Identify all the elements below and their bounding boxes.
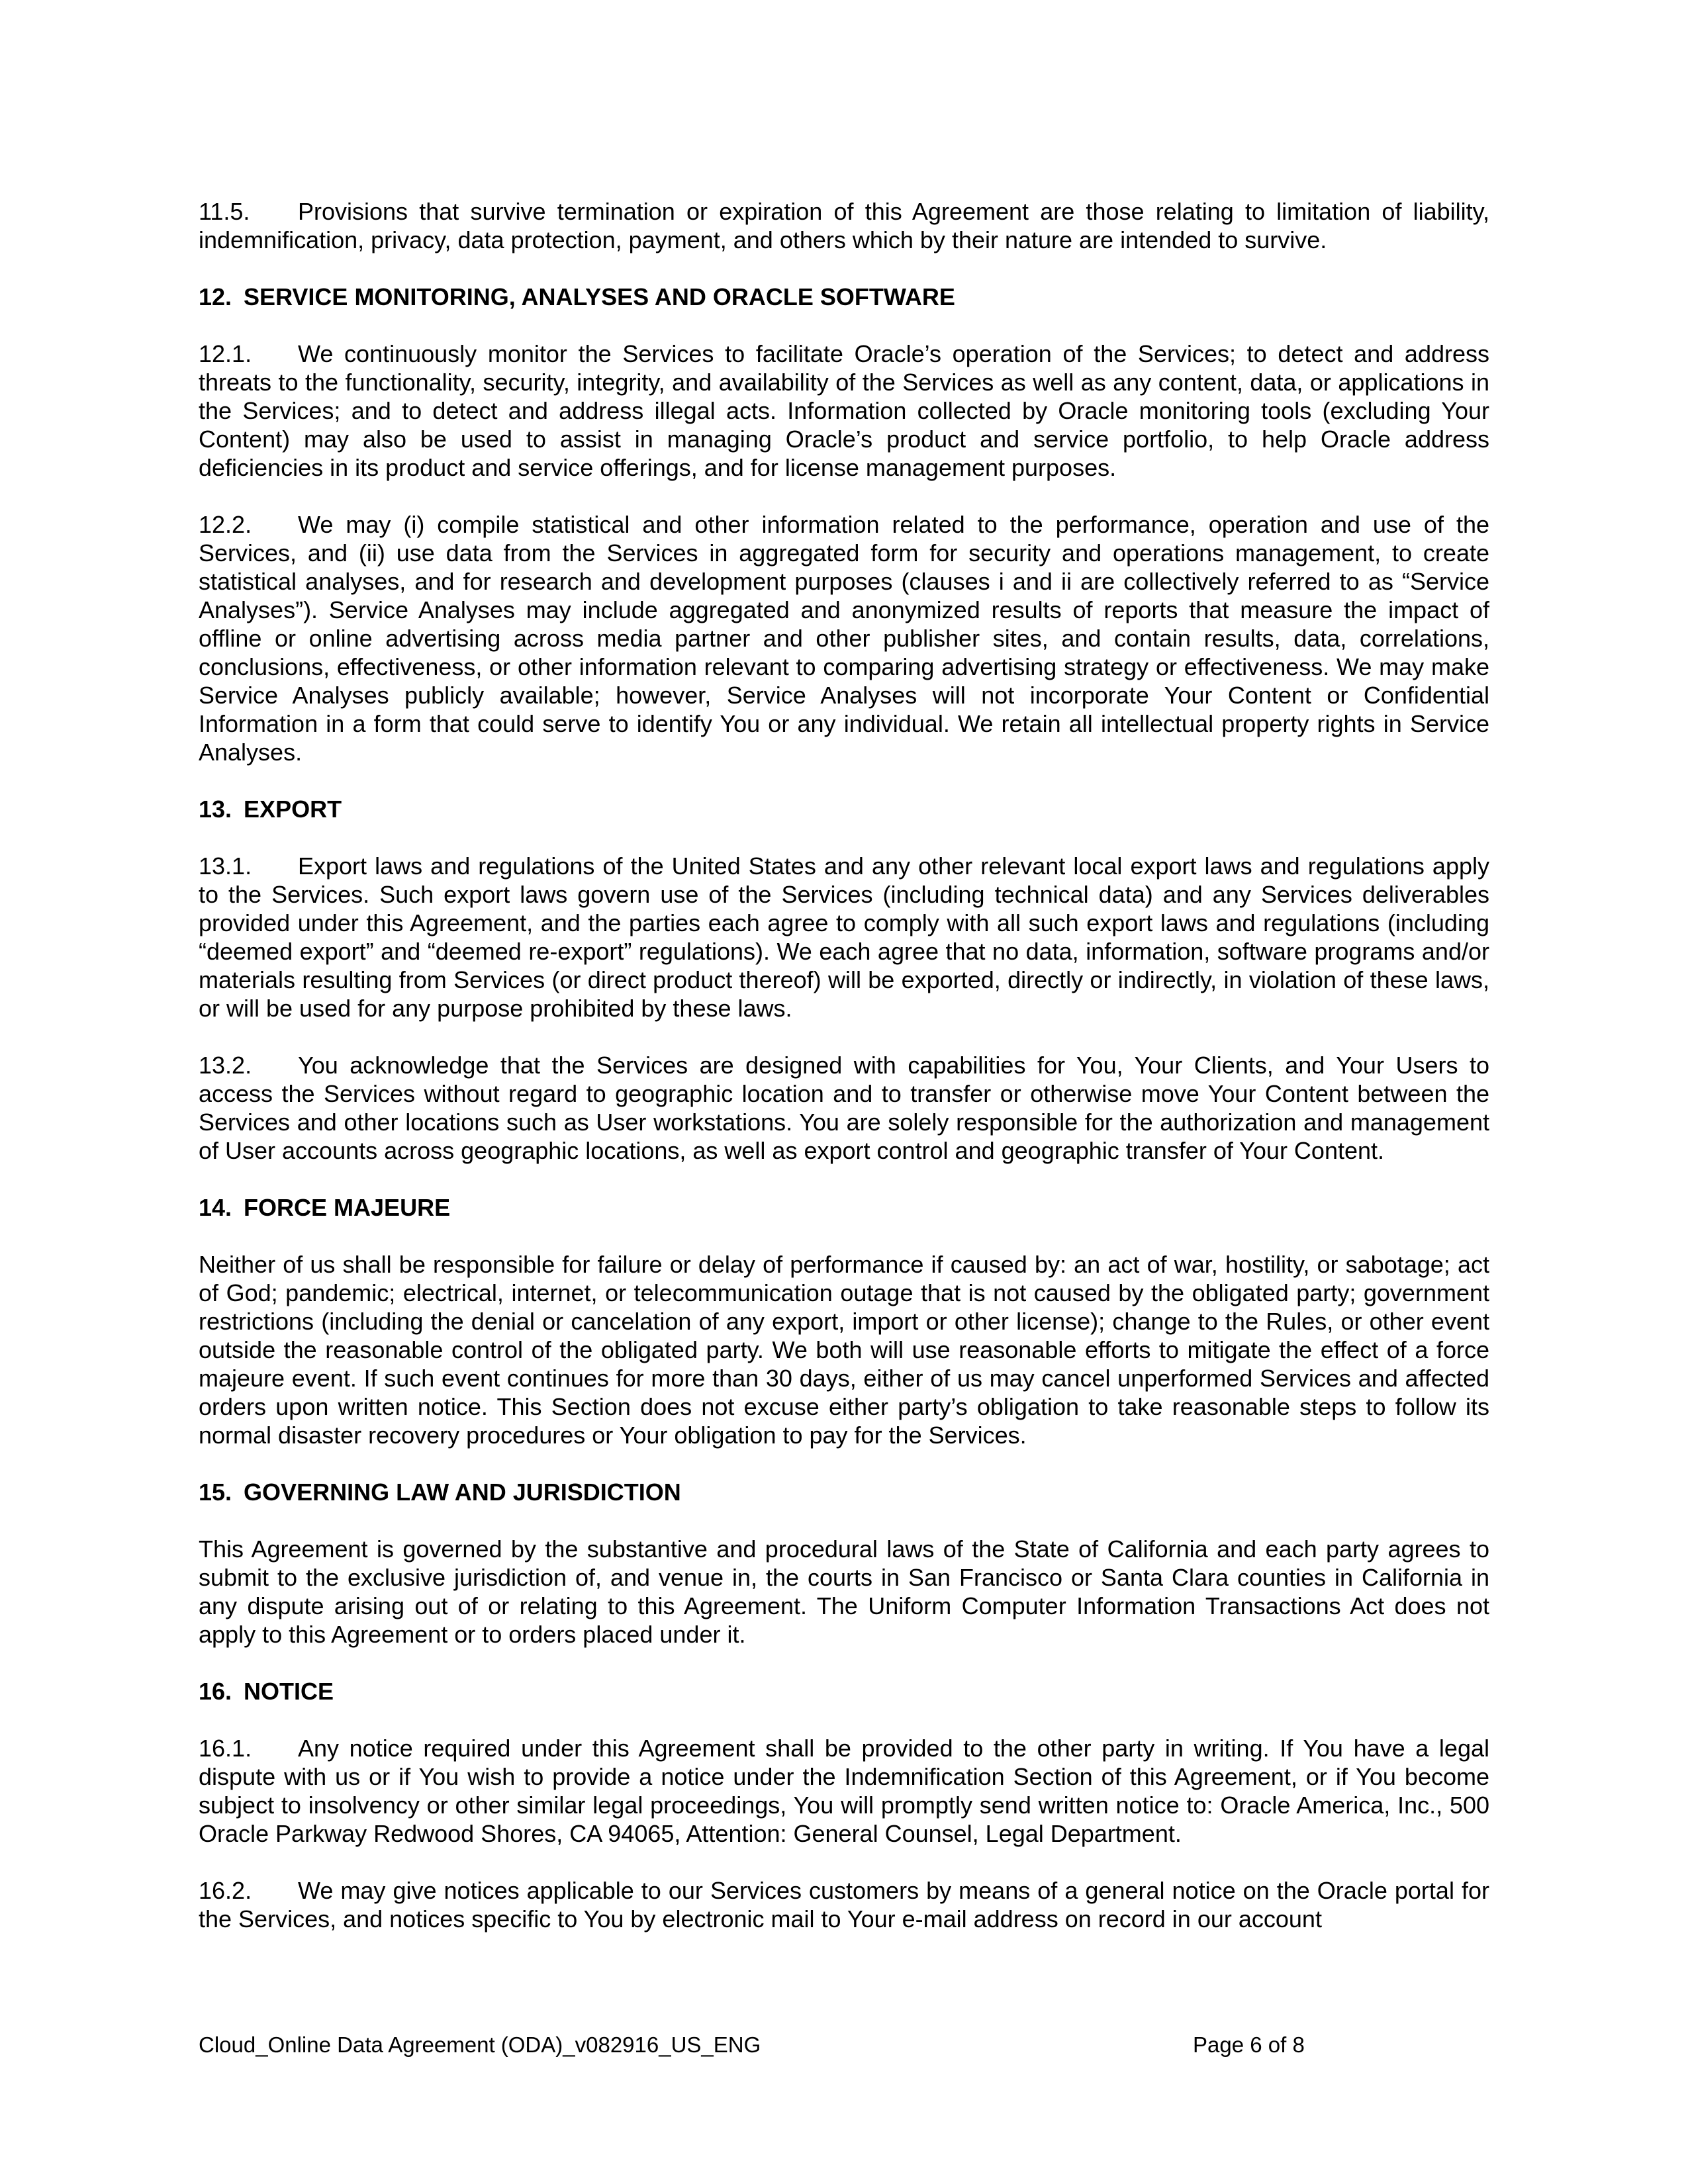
paragraph-16-1: [199, 1734, 1489, 1848]
section-title: EXPORT: [244, 796, 342, 823]
clause-text: Export laws and regulations of the United States and any other relevant local export laws and regulations apply to the Services. Such export laws govern use of the Services (including technical data) and any Services deliverables provided under this Agreement, and the parties each agree to comply with all such export laws and regulations (including “deemed export” and “deemed re-export” regulations). We each agree that no data, information, software programs and/or materials resulting from Services (or direct product thereof) will be exported, directly or indirectly, in violation of these laws, or will be used for any purpose prohibited by these laws.: [199, 852, 1489, 1022]
clause-text: We may (i) compile statistical and other information related to the performance, operation and use of the Services, and (ii) use data from the Services in aggregated form for security and operations management, to create statistical analyses, and for research and development purposes (clauses i and ii are collectively referred to as “Service Analyses”). Service Analyses may include aggregated and anonymized results of reports that measure the impact of offline or online advertising across media partner and other publisher sites, and contain results, data, correlations, conclusions, effectiveness, or other information relevant to comparing advertising strategy or effectiveness. We may make Service Analyses publicly available; however, Service Analyses will not incorporate Your Content or Confidential Information in a form that could serve to identify You or any individual. We retain all intellectual property rights in Service Analyses.: [199, 511, 1489, 766]
clause-text: You acknowledge that the Services are designed with capabilities for You, Your Clients, and Your Users to access the Services without regard to geographic location and to transfer or otherwise move Your Content between the Services and other locations such as User workstations. You are solely responsible for the authorization and management of User accounts across geographic locations, as well as export control and geographic transfer of Your Content.: [199, 1052, 1489, 1164]
clause-number: 12.1.: [199, 340, 252, 367]
clause-number: 12.2.: [199, 511, 252, 538]
paragraph-13-2: [199, 1051, 1489, 1165]
clause-number: 11.5.: [199, 198, 250, 225]
section-number: 16.: [199, 1678, 232, 1705]
footer-document-id: Cloud_Online Data Agreement (ODA)_v082916_US_ENG: [199, 2032, 761, 2057]
section-heading-13: [199, 795, 1489, 823]
section-number: 15.: [199, 1479, 232, 1506]
section-heading-12: [199, 283, 1489, 311]
clause-number: 13.2.: [199, 1052, 252, 1079]
paragraph-12-1: [199, 340, 1489, 482]
clause-number: 13.1.: [199, 852, 252, 880]
footer-page-number: Page 6 of 8: [1193, 2032, 1305, 2057]
paragraph-12-2: [199, 510, 1489, 766]
document-page: [199, 197, 1489, 1962]
section-number: 14.: [199, 1194, 232, 1221]
paragraph-14: [199, 1250, 1489, 1449]
clause-text: Provisions that survive termination or expiration of this Agreement are those relating to limitation of liability, indemnification, privacy, data protection, payment, and others which by their nature are intended to survive.: [199, 198, 1489, 253]
section-title: GOVERNING LAW AND JURISDICTION: [244, 1479, 681, 1506]
paragraph-11-5: [199, 197, 1489, 254]
section-heading-14: [199, 1193, 1489, 1222]
section-title: FORCE MAJEURE: [244, 1194, 451, 1221]
paragraph-13-1: [199, 852, 1489, 1023]
section-number: 12.: [199, 283, 232, 310]
paragraph-16-2: [199, 1876, 1489, 1933]
clause-text: Neither of us shall be responsible for failure or delay of performance if caused by: an act of war, hostility, or sabotage; act of God; pandemic; electrical, internet, or telecommunication outage that is not caused by the obligated party; government restrictions (including the denial or cancelation of any export, import or other license); change to the Rules, or other event outside the reasonable control of the obligated party. We both will use reasonable efforts to mitigate the effect of a force majeure event. If such event continues for more than 30 days, either of us may cancel unperformed Services and affected orders upon written notice. This Section does not excuse either party’s obligation to take reasonable steps to follow its normal disaster recovery procedures or Your obligation to pay for the Services.: [199, 1251, 1489, 1449]
section-number: 13.: [199, 796, 232, 823]
section-title: NOTICE: [244, 1678, 334, 1705]
clause-number: 16.2.: [199, 1877, 252, 1904]
clause-text: We may give notices applicable to our Services customers by means of a general notice on the Oracle portal for the Services, and notices specific to You by electronic mail to Your e-mail address on record in our account: [199, 1877, 1489, 1933]
section-title: SERVICE MONITORING, ANALYSES AND ORACLE SOFTWARE: [244, 283, 955, 310]
clause-text: We continuously monitor the Services to facilitate Oracle’s operation of the Services; to detect and address threats to the functionality, security, integrity, and availability of the Services as well as any content, data, or applications in the Services; and to detect and address illegal acts. Information collected by Oracle monitoring tools (excluding Your Content) may also be used to assist in managing Oracle’s product and service portfolio, to help Oracle address deficiencies in its product and service offerings, and for license management purposes.: [199, 340, 1489, 481]
section-heading-15: [199, 1478, 1489, 1506]
paragraph-15: [199, 1535, 1489, 1649]
clause-number: 16.1.: [199, 1735, 252, 1762]
clause-text: Any notice required under this Agreement shall be provided to the other party in writing. If You have a legal dispute with us or if You wish to provide a notice under the Indemnification Section of this Agreement, or if You become subject to insolvency or other similar legal proceedings, You will promptly send written notice to: Oracle America, Inc., 500 Oracle Parkway Redwood Shores, CA 94065, Attention: General Counsel, Legal Department.: [199, 1735, 1489, 1847]
clause-text: This Agreement is governed by the substantive and procedural laws of the State of California and each party agrees to submit to the exclusive jurisdiction of, and venue in, the courts in San Francisco or Santa Clara counties in California in any dispute arising out of or relating to this Agreement. The Uniform Computer Information Transactions Act does not apply to this Agreement or to orders placed under it.: [199, 1535, 1489, 1648]
section-heading-16: [199, 1677, 1489, 1706]
